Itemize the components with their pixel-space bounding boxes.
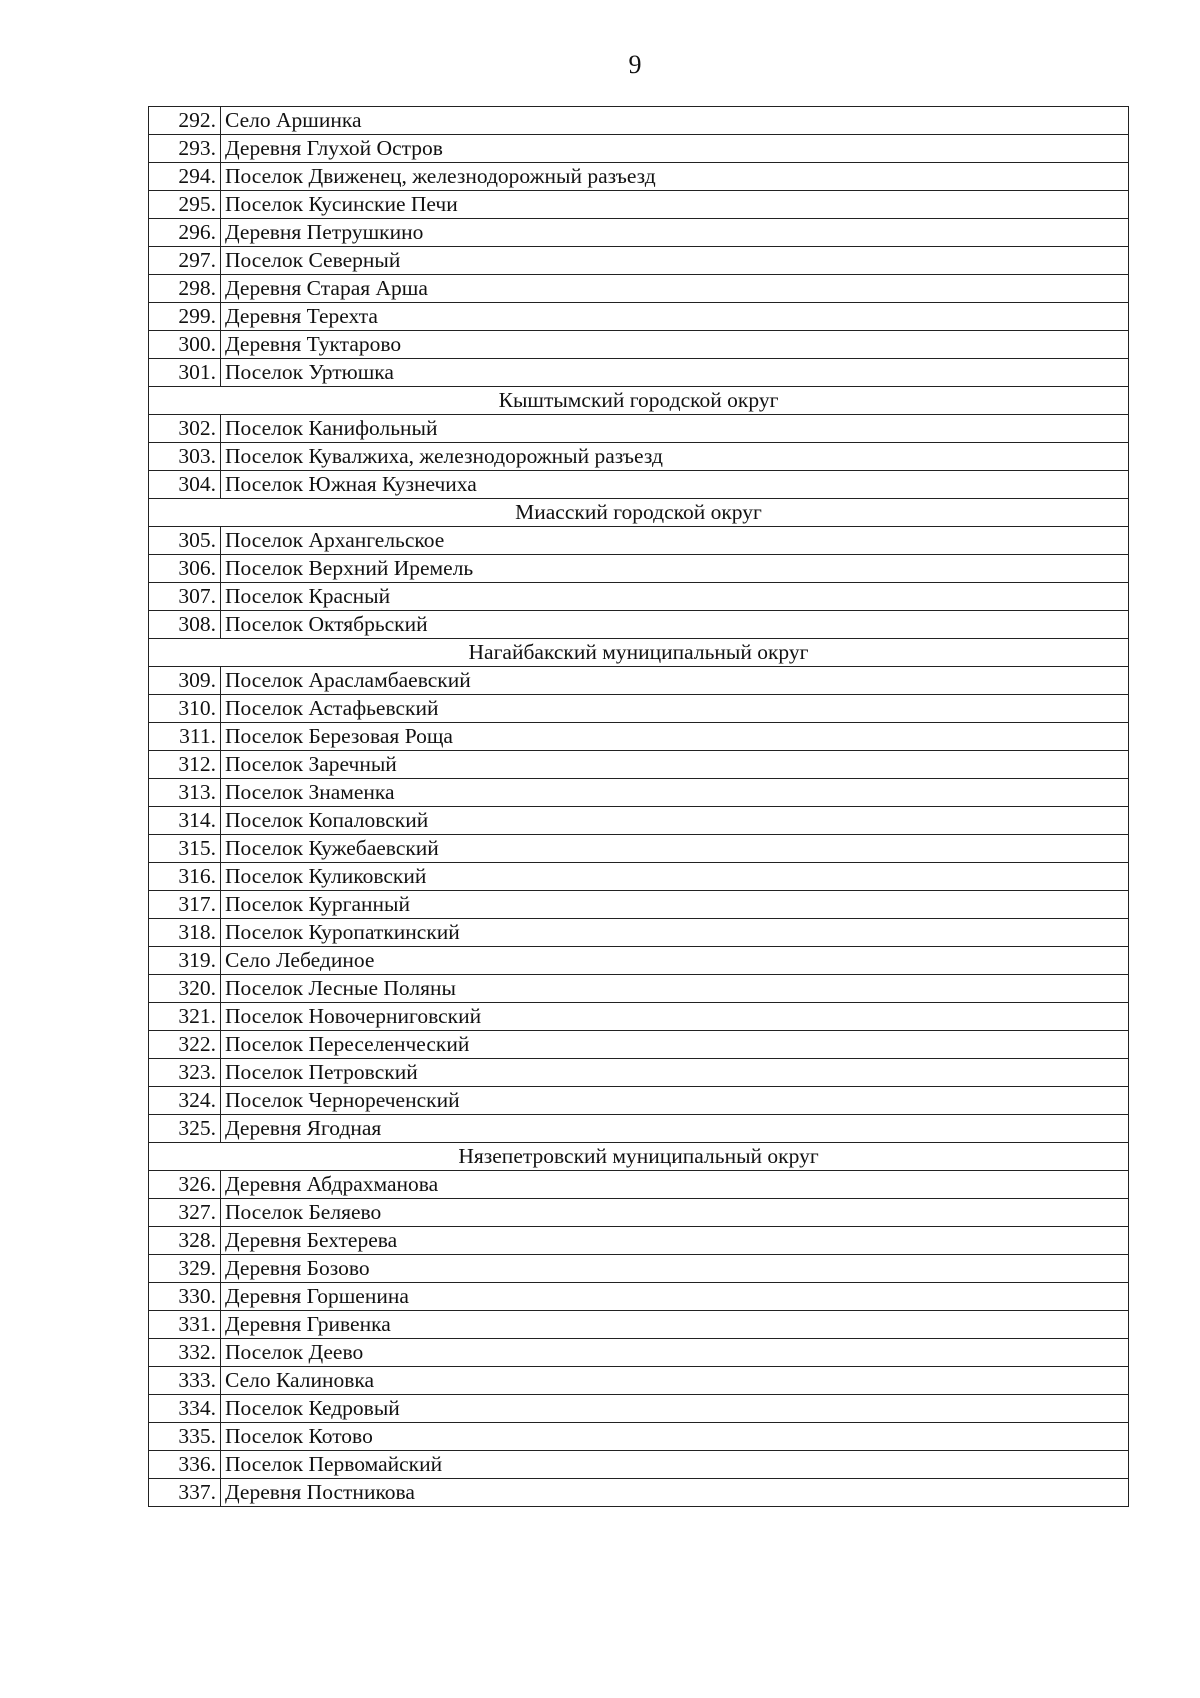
section-header-row [149, 1143, 1129, 1171]
table-row [149, 1283, 1129, 1311]
settlement-name: Поселок Северный [221, 247, 1129, 275]
table-row [149, 191, 1129, 219]
row-number: 302. [149, 415, 221, 443]
table-row [149, 1087, 1129, 1115]
row-number: 312. [149, 751, 221, 779]
settlement-name: Поселок Кусинские Печи [221, 191, 1129, 219]
table-row [149, 1199, 1129, 1227]
row-number: 323. [149, 1059, 221, 1087]
settlement-name: Деревня Старая Арша [221, 275, 1129, 303]
settlement-name: Поселок Верхний Иремель [221, 555, 1129, 583]
settlement-name: Поселок Котово [221, 1423, 1129, 1451]
row-number: 313. [149, 779, 221, 807]
section-header-row [149, 639, 1129, 667]
settlement-name: Поселок Чернореченский [221, 1087, 1129, 1115]
table-row [149, 1339, 1129, 1367]
section-header-row [149, 499, 1129, 527]
table-row [149, 527, 1129, 555]
table-row [149, 107, 1129, 135]
table-row [149, 583, 1129, 611]
section-title: Нагайбакский муниципальный округ [149, 639, 1129, 667]
row-number: 320. [149, 975, 221, 1003]
row-number: 310. [149, 695, 221, 723]
settlement-name: Поселок Первомайский [221, 1451, 1129, 1479]
table-row [149, 891, 1129, 919]
row-number: 336. [149, 1451, 221, 1479]
table-row [149, 1003, 1129, 1031]
row-number: 311. [149, 723, 221, 751]
table-row [149, 1171, 1129, 1199]
settlement-name: Поселок Копаловский [221, 807, 1129, 835]
row-number: 298. [149, 275, 221, 303]
settlement-name: Деревня Горшенина [221, 1283, 1129, 1311]
row-number: 299. [149, 303, 221, 331]
section-header-row [149, 387, 1129, 415]
settlement-name: Деревня Ягодная [221, 1115, 1129, 1143]
settlement-name: Село Лебединое [221, 947, 1129, 975]
row-number: 303. [149, 443, 221, 471]
row-number: 297. [149, 247, 221, 275]
table-row [149, 695, 1129, 723]
row-number: 307. [149, 583, 221, 611]
row-number: 331. [149, 1311, 221, 1339]
row-number: 327. [149, 1199, 221, 1227]
settlement-name: Деревня Туктарово [221, 331, 1129, 359]
settlement-name: Поселок Октябрьский [221, 611, 1129, 639]
table-row [149, 1311, 1129, 1339]
row-number: 315. [149, 835, 221, 863]
settlement-name: Поселок Южная Кузнечиха [221, 471, 1129, 499]
row-number: 335. [149, 1423, 221, 1451]
settlement-name: Поселок Кедровый [221, 1395, 1129, 1423]
settlement-name: Поселок Куликовский [221, 863, 1129, 891]
table-row [149, 1255, 1129, 1283]
section-title: Нязепетровский муниципальный округ [149, 1143, 1129, 1171]
table-row [149, 863, 1129, 891]
settlement-name: Поселок Курганный [221, 891, 1129, 919]
row-number: 292. [149, 107, 221, 135]
settlement-name: Поселок Петровский [221, 1059, 1129, 1087]
row-number: 293. [149, 135, 221, 163]
table-row [149, 723, 1129, 751]
row-number: 296. [149, 219, 221, 247]
settlement-name: Поселок Беляево [221, 1199, 1129, 1227]
table-row [149, 135, 1129, 163]
table-row [149, 275, 1129, 303]
table-row [149, 415, 1129, 443]
table-row [149, 667, 1129, 695]
settlement-name: Поселок Знаменка [221, 779, 1129, 807]
section-title: Кыштымский городской округ [149, 387, 1129, 415]
settlement-name: Поселок Куропаткинский [221, 919, 1129, 947]
table-row [149, 947, 1129, 975]
table-row [149, 1423, 1129, 1451]
row-number: 300. [149, 331, 221, 359]
table-row [149, 779, 1129, 807]
settlement-name: Поселок Переселенческий [221, 1031, 1129, 1059]
table-row [149, 611, 1129, 639]
row-number: 326. [149, 1171, 221, 1199]
row-number: 330. [149, 1283, 221, 1311]
row-number: 322. [149, 1031, 221, 1059]
settlements-table [148, 106, 1129, 1507]
row-number: 317. [149, 891, 221, 919]
table-row [149, 555, 1129, 583]
settlement-name: Поселок Кувалжиха, железнодорожный разъезд [221, 443, 1129, 471]
settlement-name: Деревня Постникова [221, 1479, 1129, 1507]
table-row [149, 807, 1129, 835]
settlement-name: Деревня Бехтерева [221, 1227, 1129, 1255]
settlement-name: Поселок Арасламбаевский [221, 667, 1129, 695]
row-number: 333. [149, 1367, 221, 1395]
row-number: 318. [149, 919, 221, 947]
table-row [149, 1227, 1129, 1255]
settlement-name: Поселок Новочерниговский [221, 1003, 1129, 1031]
row-number: 321. [149, 1003, 221, 1031]
settlement-name: Поселок Березовая Роща [221, 723, 1129, 751]
row-number: 294. [149, 163, 221, 191]
row-number: 325. [149, 1115, 221, 1143]
settlement-name: Деревня Терехта [221, 303, 1129, 331]
table-row [149, 471, 1129, 499]
row-number: 316. [149, 863, 221, 891]
table-row [149, 1115, 1129, 1143]
table-row [149, 919, 1129, 947]
table-row [149, 1031, 1129, 1059]
row-number: 329. [149, 1255, 221, 1283]
table-row [149, 359, 1129, 387]
row-number: 324. [149, 1087, 221, 1115]
settlement-name: Село Калиновка [221, 1367, 1129, 1395]
settlement-name: Поселок Деево [221, 1339, 1129, 1367]
row-number: 332. [149, 1339, 221, 1367]
row-number: 306. [149, 555, 221, 583]
table-row [149, 1479, 1129, 1507]
table-row [149, 1367, 1129, 1395]
settlement-name: Поселок Красный [221, 583, 1129, 611]
row-number: 305. [149, 527, 221, 555]
settlement-name: Деревня Петрушкино [221, 219, 1129, 247]
settlement-name: Деревня Абдрахманова [221, 1171, 1129, 1199]
settlement-name: Поселок Канифольный [221, 415, 1129, 443]
table-row [149, 1451, 1129, 1479]
table-row [149, 247, 1129, 275]
row-number: 337. [149, 1479, 221, 1507]
settlement-name: Поселок Лесные Поляны [221, 975, 1129, 1003]
table-row [149, 1059, 1129, 1087]
row-number: 301. [149, 359, 221, 387]
settlement-name: Деревня Бозово [221, 1255, 1129, 1283]
row-number: 309. [149, 667, 221, 695]
settlement-name: Поселок Уртюшка [221, 359, 1129, 387]
settlement-name: Поселок Заречный [221, 751, 1129, 779]
row-number: 304. [149, 471, 221, 499]
table-row [149, 1395, 1129, 1423]
row-number: 328. [149, 1227, 221, 1255]
settlement-name: Деревня Гривенка [221, 1311, 1129, 1339]
table-row [149, 331, 1129, 359]
settlements-table-body [149, 107, 1129, 1507]
row-number: 308. [149, 611, 221, 639]
row-number: 295. [149, 191, 221, 219]
table-row [149, 751, 1129, 779]
table-row [149, 443, 1129, 471]
table-row [149, 303, 1129, 331]
page-number: 9 [628, 50, 642, 79]
settlement-name: Поселок Кужебаевский [221, 835, 1129, 863]
settlement-name: Поселок Астафьевский [221, 695, 1129, 723]
settlement-name: Поселок Движенец, железнодорожный разъезд [221, 163, 1129, 191]
row-number: 314. [149, 807, 221, 835]
row-number: 334. [149, 1395, 221, 1423]
row-number: 319. [149, 947, 221, 975]
settlement-name: Село Аршинка [221, 107, 1129, 135]
settlement-name: Поселок Архангельское [221, 527, 1129, 555]
table-row [149, 219, 1129, 247]
table-row [149, 835, 1129, 863]
table-row [149, 975, 1129, 1003]
section-title: Миасский городской округ [149, 499, 1129, 527]
table-row [149, 163, 1129, 191]
settlement-name: Деревня Глухой Остров [221, 135, 1129, 163]
